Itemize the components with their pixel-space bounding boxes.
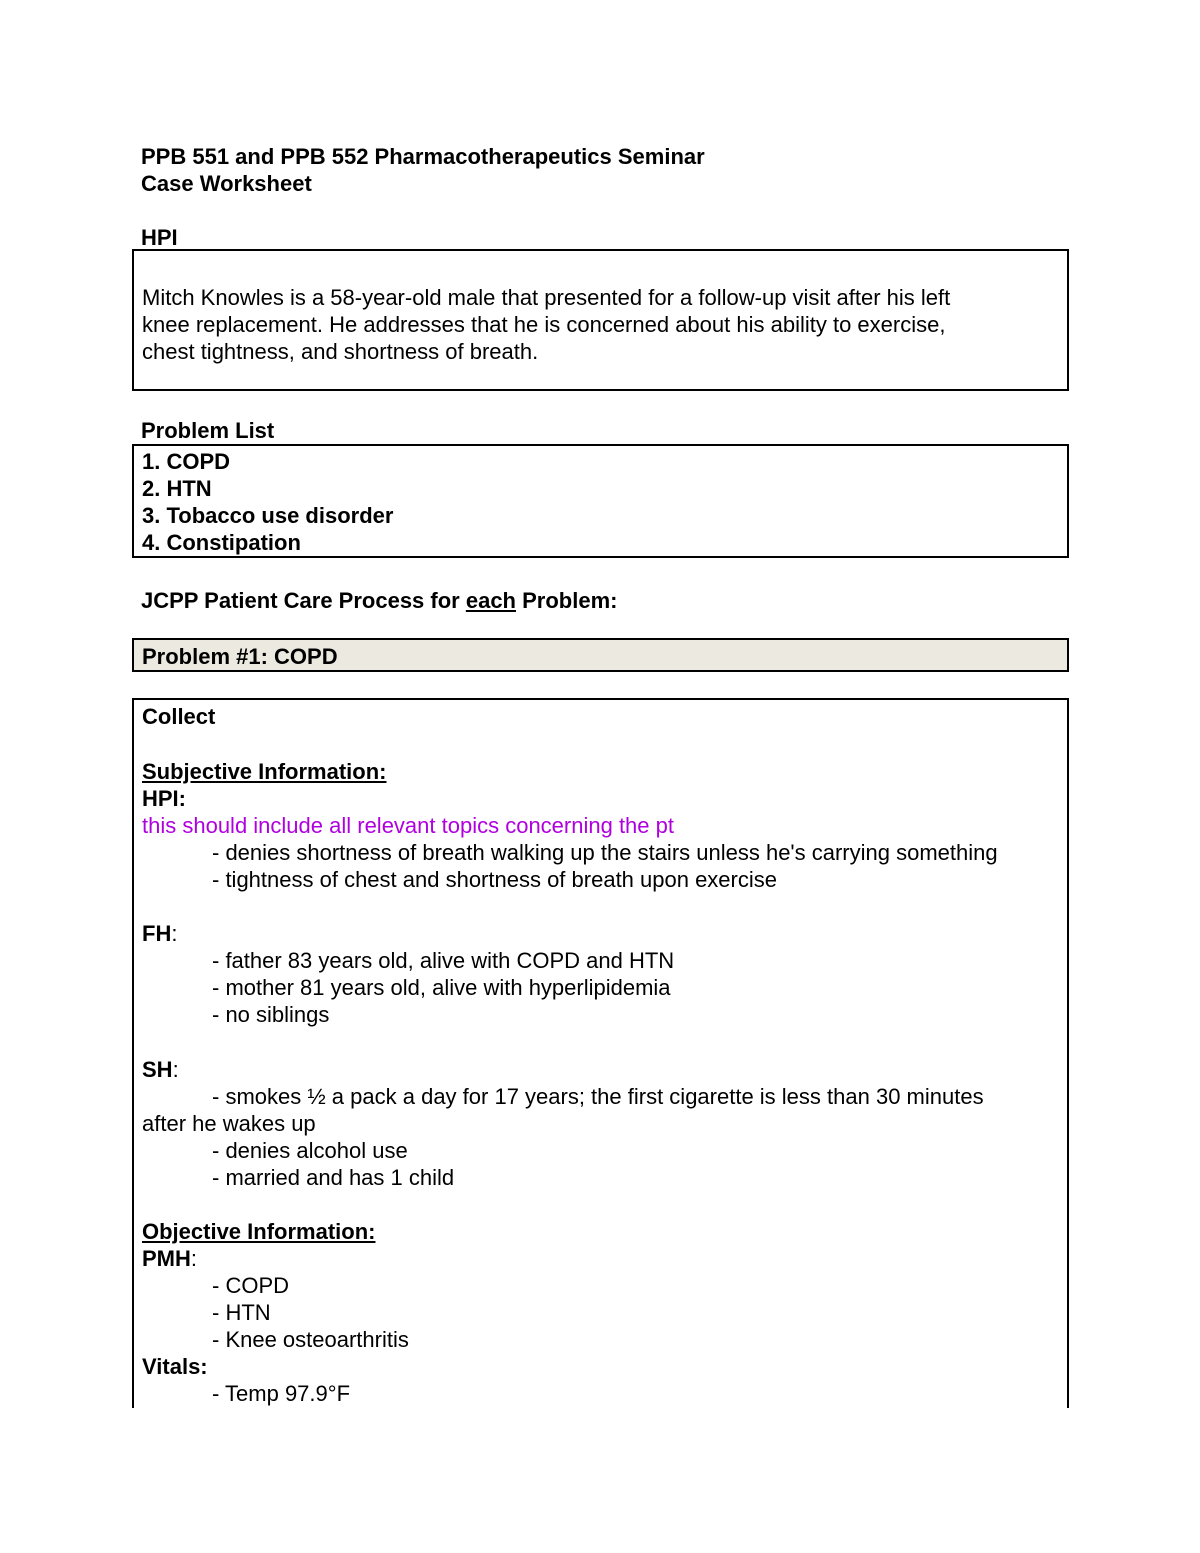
sh-label-text: SH <box>142 1057 173 1082</box>
hpi-label: HPI: <box>142 786 186 811</box>
hpi-item: - denies shortness of breath walking up the stairs unless he's carrying something <box>212 840 998 865</box>
pmh-colon: : <box>190 1246 198 1271</box>
fh-label-text: FH <box>142 921 172 946</box>
hpi-instruction-note: this should include all relevant topics concerning the pt <box>142 813 674 838</box>
pmh-item: - Knee osteoarthritis <box>212 1327 409 1352</box>
hpi-box <box>132 249 1069 391</box>
document-title: PPB 551 and PPB 552 Pharmacotherapeutics Seminar <box>141 144 705 169</box>
sh-item: - denies alcohol use <box>212 1138 408 1163</box>
fh-label <box>142 920 177 947</box>
problem-list-heading: Problem List <box>141 418 275 443</box>
problem-1-label: Problem #1: COPD <box>142 644 338 669</box>
vitals-label: Vitals: <box>142 1354 208 1379</box>
jcpp-heading <box>141 587 617 614</box>
pmh-item: - HTN <box>212 1300 271 1325</box>
subjective-heading: Subjective Information: <box>142 759 387 784</box>
problem-item: 2. HTN <box>142 476 212 501</box>
sh-item: - married and has 1 child <box>212 1165 455 1190</box>
hpi-line: knee replacement. He addresses that he is concerned about his ability to exercise, <box>142 312 946 337</box>
hpi-line: Mitch Knowles is a 58-year-old male that presented for a follow-up visit after his left <box>142 285 951 310</box>
sh-colon: : <box>172 1057 179 1082</box>
pmh-item: - COPD <box>212 1273 289 1298</box>
hpi-item: - tightness of chest and shortness of breath upon exercise <box>212 867 777 892</box>
vitals-item: - Temp 97.9°F <box>212 1381 351 1406</box>
sh-label <box>142 1056 179 1083</box>
fh-colon: : <box>171 921 178 946</box>
sh-item-continuation: after he wakes up <box>142 1111 316 1136</box>
fh-item: - father 83 years old, alive with COPD and HTN <box>212 948 675 973</box>
jcpp-emphasis: each <box>465 588 516 613</box>
fh-item: - mother 81 years old, alive with hyperlipidemia <box>212 975 671 1000</box>
jcpp-suffix: Problem: <box>516 588 618 613</box>
collect-box <box>132 698 1069 1408</box>
problem-1-bar <box>132 638 1069 672</box>
hpi-line: chest tightness, and shortness of breath. <box>142 339 539 364</box>
collect-heading: Collect <box>142 704 216 729</box>
pmh-label <box>142 1245 197 1272</box>
problem-item: 4. Constipation <box>142 530 301 555</box>
pmh-label-text: PMH <box>142 1246 191 1271</box>
objective-heading: Objective Information: <box>142 1219 376 1244</box>
hpi-heading: HPI <box>141 225 178 250</box>
document-subtitle: Case Worksheet <box>141 171 312 196</box>
sh-item: - smokes ½ a pack a day for 17 years; the first cigarette is less than 30 minutes <box>212 1084 984 1109</box>
problem-item: 3. Tobacco use disorder <box>142 503 394 528</box>
fh-item: - no siblings <box>212 1002 330 1027</box>
problem-item: 1. COPD <box>142 449 231 474</box>
problem-list-box <box>132 444 1069 558</box>
jcpp-prefix: JCPP Patient Care Process for <box>141 588 466 613</box>
